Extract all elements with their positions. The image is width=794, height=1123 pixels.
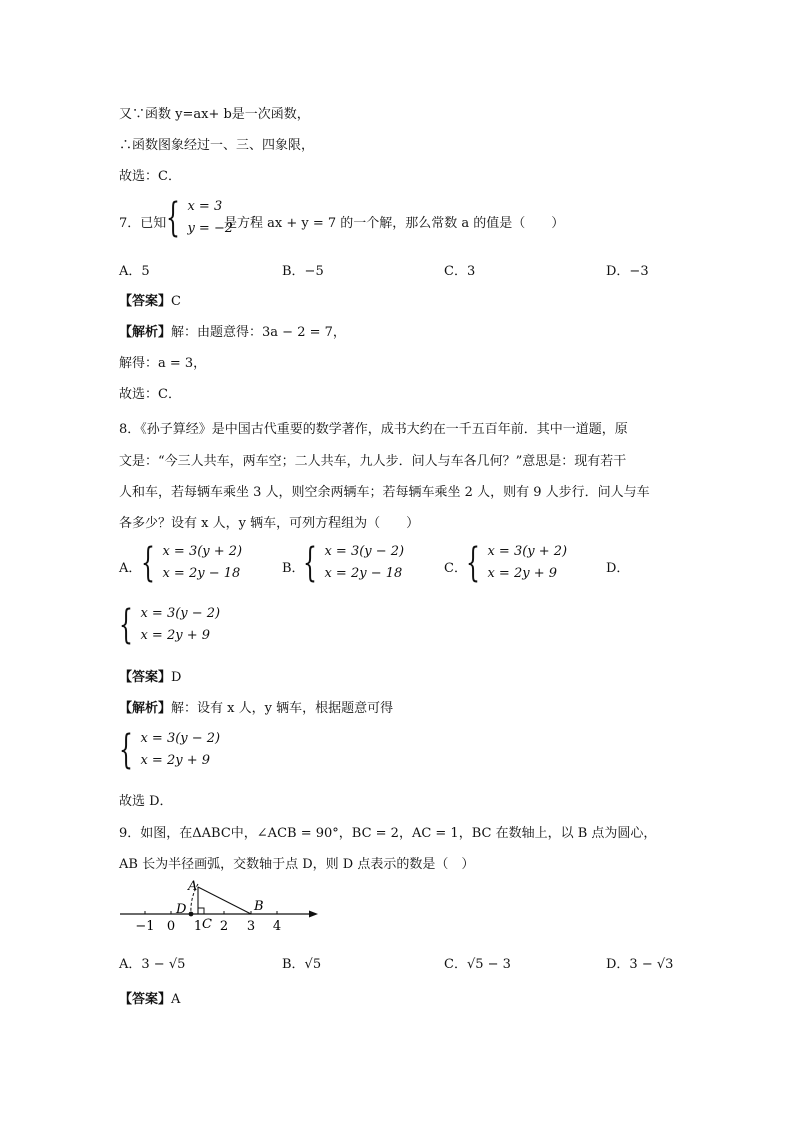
- q7-answer-line: [119, 290, 181, 309]
- q9-option-b: B．√5: [282, 957, 322, 972]
- q9-answer-line: [119, 988, 180, 1007]
- q8-analysis: 解：设有 x 人，y 辆车，根据题意可得: [171, 701, 394, 716]
- tick-label: 3: [246, 919, 256, 934]
- answer-label: 【答案】: [119, 670, 172, 685]
- brace-icon: {: [466, 540, 480, 586]
- point-label-c: C: [202, 917, 212, 932]
- q8-option-c-eq2: x = 2y + 9: [487, 566, 557, 581]
- q9-answer: A: [171, 992, 181, 1007]
- q8-option-a-label: A．: [119, 561, 142, 576]
- tick-label: 4: [272, 919, 282, 934]
- q9-line2: AB 长为半径画弧，交数轴于点 D，则 D 点表示的数是（ ）: [119, 857, 475, 872]
- text-line: ∴函数图象经过一、三、四象限，: [119, 138, 315, 153]
- analysis-label: 【解析】: [119, 701, 172, 716]
- q8-answer: D: [171, 670, 182, 685]
- q7-option-a: A．5: [119, 264, 150, 279]
- q9-option-d: D．3 − √3: [606, 957, 674, 972]
- q7-analysis-line: [119, 321, 346, 340]
- text-line: 故选：C．: [119, 169, 181, 184]
- q8-option-d-label: D．: [606, 561, 630, 576]
- answer-label: 【答案】: [119, 294, 172, 309]
- brace-icon: {: [119, 602, 133, 648]
- q8-option-c: [466, 541, 567, 585]
- q8-line2: 文是：“今三人共车，两车空；二人共车，九人步．问人与车各几何？”意思是：现有若干: [119, 454, 627, 469]
- analysis-label: 【解析】: [119, 325, 172, 340]
- q7-stem: 是方程 ax + y = 7 的一个解，那么常数 a 的值是（ ）: [224, 216, 565, 231]
- q8-option-a-eq1: x = 3(y + 2): [162, 544, 243, 559]
- brace-icon: {: [166, 195, 180, 241]
- point-d: [189, 912, 194, 917]
- q7-prefix: 7．已知: [119, 216, 167, 231]
- q8-option-b: [303, 541, 404, 585]
- right-angle-icon: [198, 908, 204, 914]
- q7-option-b: B．−5: [282, 264, 324, 279]
- q8-option-c-label: C．: [444, 561, 467, 576]
- text-line: 又∵函数 y=ax+ b是一次函数，: [119, 107, 310, 122]
- q8-solution-eq1: x = 3(y − 2): [140, 731, 221, 746]
- point-label-d: D: [176, 902, 187, 917]
- q8-option-d-eq1: x = 3(y − 2): [140, 606, 221, 621]
- q7-system-eq1: x = 3: [187, 199, 223, 214]
- q8-option-b-eq2: x = 2y − 18: [324, 566, 403, 581]
- q9-line1: 9．如图，在ΔABC中，∠ACB = 90°，BC = 2，AC = 1，BC 在数轴上，以 B 点为圆心，: [119, 826, 657, 841]
- q8-option-b-eq1: x = 3(y − 2): [324, 544, 405, 559]
- arrow-right-icon: [309, 911, 318, 918]
- q7-option-d: D．−3: [606, 264, 649, 279]
- brace-icon: {: [141, 540, 155, 586]
- q9-option-c: C．√5 − 3: [444, 957, 511, 972]
- point-label-a: A: [188, 879, 198, 894]
- segment-ab: [198, 887, 251, 914]
- q7-answer: C: [171, 294, 181, 309]
- answer-label: 【答案】: [119, 992, 172, 1007]
- q7-solve: 解得：a = 3，: [119, 356, 207, 371]
- brace-icon: {: [303, 540, 317, 586]
- q9-option-a: A．3 − √5: [119, 957, 186, 972]
- q7-analysis: 解：由题意得：3a − 2 = 7，: [171, 325, 346, 340]
- q8-option-b-label: B．: [282, 561, 305, 576]
- q7-option-c: C．3: [444, 264, 476, 279]
- q7-system-eq2: y = −2: [187, 221, 234, 236]
- q8-option-d: [119, 603, 220, 647]
- q8-line3: 人和车，若每辆车乘坐 3 人，则空余两辆车；若每辆车乘坐 2 人，则有 9 人步行．问人与车: [119, 485, 650, 500]
- q8-solution-system: [119, 728, 220, 772]
- brace-icon: {: [119, 727, 133, 773]
- q8-choose: 故选 D．: [119, 794, 173, 809]
- q8-line4: 各多少？设有 x 人，y 辆车，可列方程组为（ ）: [119, 516, 420, 531]
- tick-label: 2: [219, 919, 229, 934]
- q8-answer-line: [119, 666, 181, 685]
- q8-option-d-eq2: x = 2y + 9: [140, 628, 210, 643]
- point-label-b: B: [254, 899, 264, 914]
- q8-option-c-eq1: x = 3(y + 2): [487, 544, 568, 559]
- q8-option-a: [141, 541, 242, 585]
- q8-solution-eq2: x = 2y + 9: [140, 753, 210, 768]
- tick-label: −1: [135, 919, 155, 934]
- tick-label: 0: [166, 919, 176, 934]
- q8-option-a-eq2: x = 2y − 18: [162, 566, 241, 581]
- tick-label: 1: [193, 919, 203, 934]
- q8-line1: 8．《孙子算经》是中国古代重要的数学著作，成书大约在一千五百年前．其中一道题，原: [119, 422, 628, 437]
- q7-choose: 故选：C．: [119, 387, 181, 402]
- q8-analysis-line: [119, 697, 393, 716]
- number-line-figure: [118, 872, 328, 934]
